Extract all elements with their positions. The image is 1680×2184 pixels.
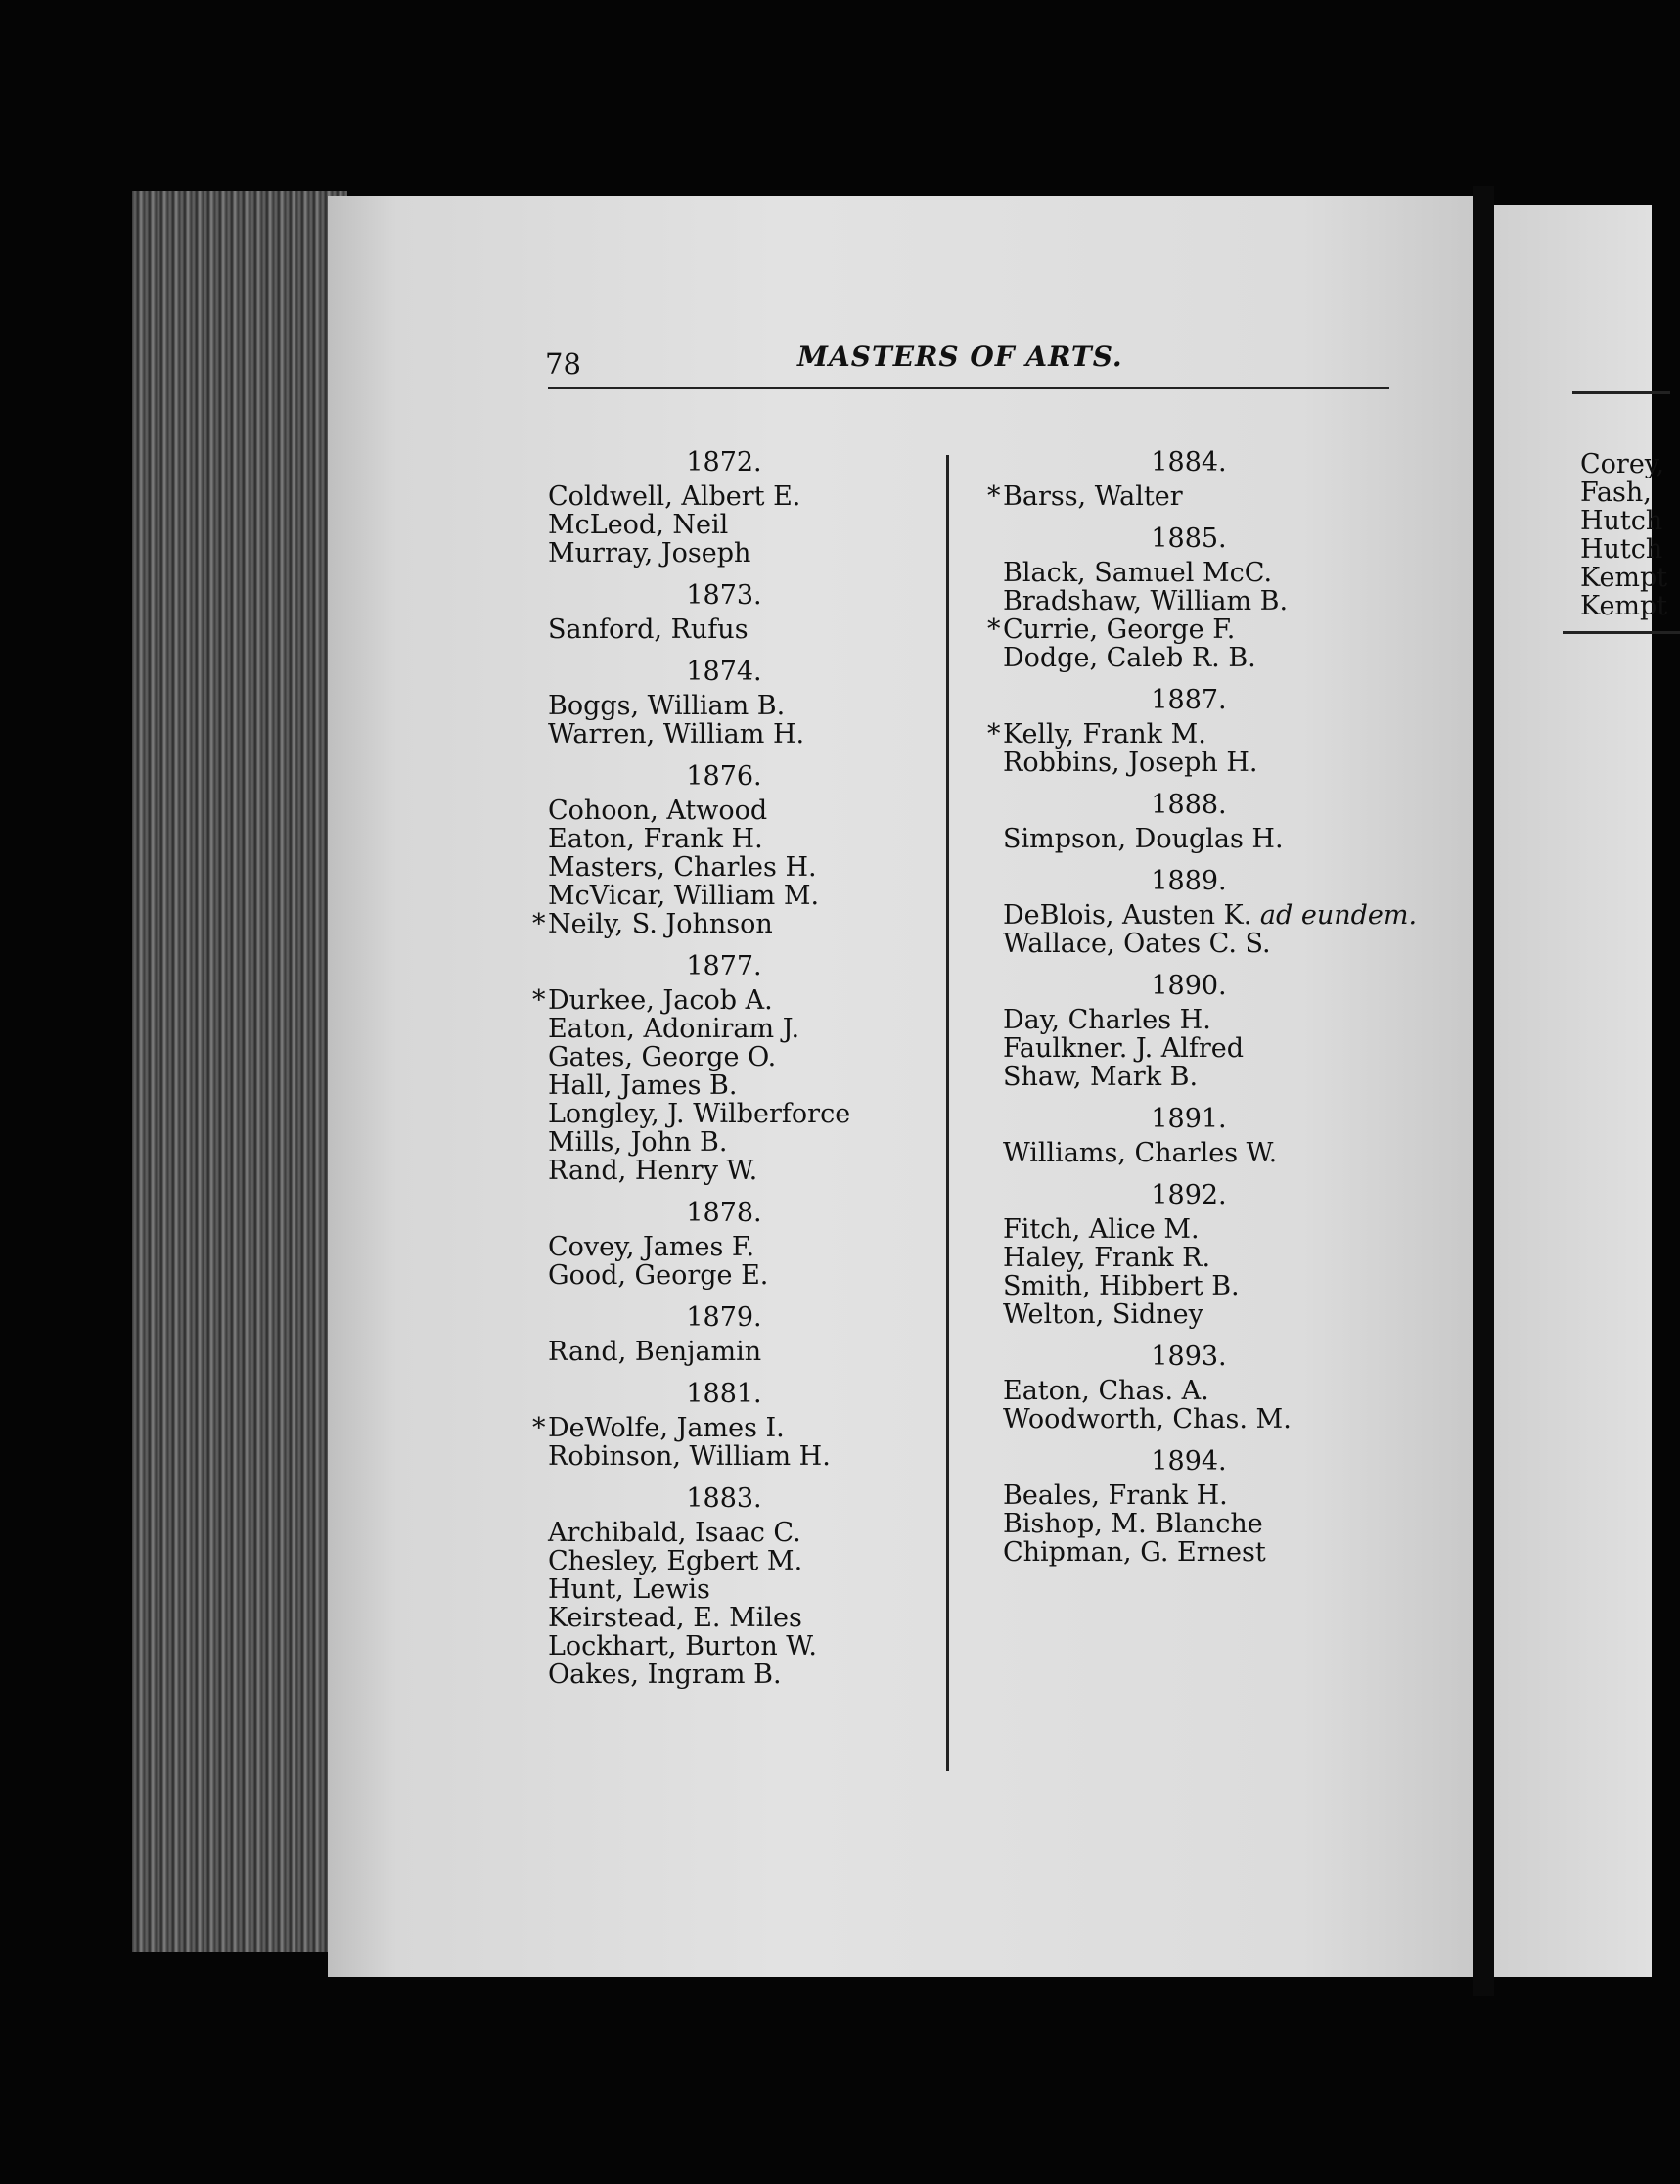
- graduate-name: Chesley, Egbert M.: [548, 1546, 803, 1576]
- column-divider: [946, 455, 949, 1771]
- graduate-name-text: DeWolfe, James I.: [548, 1413, 785, 1443]
- graduate-name: McVicar, William M.: [548, 881, 820, 911]
- graduate-name: Robinson, William H.: [548, 1441, 831, 1472]
- page-number: 78: [545, 347, 581, 381]
- graduate-name: Sanford, Rufus: [548, 614, 749, 645]
- year-block: [1003, 972, 1414, 1091]
- graduate-name: Hunt, Lewis: [548, 1574, 710, 1605]
- year-block: [1003, 1181, 1414, 1329]
- ad-eundem-note: ad eundem.: [1251, 900, 1418, 931]
- graduate-name: Williams, Charles W.: [1003, 1138, 1278, 1168]
- year-block: [1003, 866, 1418, 959]
- year-heading: 1879.: [686, 1302, 762, 1333]
- graduate-name: Archibald, Isaac C.: [548, 1518, 801, 1548]
- year-block: [548, 1303, 939, 1366]
- year-block: [548, 1484, 939, 1689]
- graduate-name: Good, George E.: [548, 1260, 769, 1291]
- graduate-name: [987, 719, 1414, 750]
- year-block: [1003, 1447, 1414, 1567]
- year-block: [1003, 1105, 1414, 1167]
- graduate-name: [532, 1413, 939, 1443]
- year-heading: 1894.: [1151, 1446, 1227, 1477]
- graduate-name: [532, 909, 939, 939]
- graduate-name: Faulkner. J. Alfred: [1003, 1033, 1245, 1064]
- graduate-name: Murray, Joseph: [548, 538, 751, 569]
- year-heading: 1891.: [1151, 1104, 1227, 1134]
- year-block: [532, 1379, 939, 1472]
- facing-page: [1494, 205, 1668, 1977]
- graduate-name: Beales, Frank H.: [1003, 1480, 1228, 1511]
- graduate-name: Welton, Sidney: [1003, 1299, 1203, 1330]
- graduate-name-text: Neily, S. Johnson: [548, 909, 773, 939]
- year-heading: 1887.: [1151, 685, 1227, 715]
- year-heading: 1872.: [686, 447, 762, 478]
- facing-rule: [1563, 631, 1680, 634]
- year-block: [532, 951, 939, 1186]
- graduate-name: Haley, Frank R.: [1003, 1243, 1211, 1273]
- asterisk-mark: *: [987, 614, 1001, 645]
- graduate-name: Simpson, Douglas H.: [1003, 824, 1284, 854]
- graduate-name: Keirstead, E. Miles: [548, 1603, 802, 1633]
- graduate-name: Oakes, Ingram B.: [548, 1660, 782, 1690]
- year-heading: 1893.: [1151, 1342, 1227, 1372]
- graduate-name: [987, 481, 1414, 512]
- graduate-name: [532, 985, 939, 1016]
- graduate-name: DeBlois, Austen K. ad eundem.: [1003, 900, 1418, 931]
- year-heading: 1877.: [686, 951, 762, 981]
- graduate-name: Coldwell, Albert E.: [548, 481, 801, 512]
- graduate-name: Hall, James B.: [548, 1070, 738, 1101]
- graduate-name: Cohoon, Atwood: [548, 796, 768, 826]
- running-head: MASTERS OF ARTS.: [797, 341, 1123, 373]
- year-heading: 1873.: [686, 580, 762, 611]
- facing-name-fragment: Corey,: [1580, 449, 1665, 479]
- year-heading: 1876.: [686, 761, 762, 792]
- facing-name-fragment: Hutch: [1580, 506, 1663, 536]
- facing-name-fragment: Kempt: [1580, 591, 1668, 621]
- year-heading: 1890.: [1151, 971, 1227, 1001]
- year-heading: 1878.: [686, 1198, 762, 1228]
- graduate-name: Covey, James F.: [548, 1232, 755, 1262]
- book-gutter: [1473, 186, 1494, 1996]
- asterisk-mark: *: [532, 985, 546, 1016]
- asterisk-mark: *: [987, 481, 1001, 512]
- graduate-name: Lockhart, Burton W.: [548, 1631, 817, 1661]
- graduate-name: Fitch, Alice M.: [1003, 1214, 1200, 1245]
- year-block: [548, 1199, 939, 1290]
- year-heading: 1888.: [1151, 790, 1227, 820]
- asterisk-mark: *: [987, 719, 1001, 750]
- graduate-name: Warren, William H.: [548, 719, 805, 750]
- year-block: [548, 658, 939, 749]
- year-heading: 1884.: [1151, 447, 1227, 478]
- graduate-name: [987, 614, 1414, 645]
- header-rule: [548, 387, 1389, 389]
- year-block: [548, 581, 939, 644]
- year-heading: 1874.: [686, 657, 762, 687]
- graduate-name-text: Currie, George F.: [1003, 614, 1236, 645]
- graduate-name: Smith, Hibbert B.: [1003, 1271, 1240, 1301]
- year-heading: 1881.: [686, 1379, 762, 1409]
- graduate-name: Robbins, Joseph H.: [1003, 748, 1258, 778]
- graduate-name: Rand, Henry W.: [548, 1156, 758, 1186]
- year-block: [987, 685, 1414, 778]
- year-block: [1003, 1342, 1414, 1433]
- book-page: [328, 196, 1473, 1977]
- year-block: [987, 523, 1414, 673]
- graduate-name: Day, Charles H.: [1003, 1005, 1211, 1035]
- graduate-name: Eaton, Chas. A.: [1003, 1376, 1209, 1406]
- graduate-name: Mills, John B.: [548, 1127, 728, 1158]
- graduate-name-text: Durkee, Jacob A.: [548, 985, 773, 1016]
- facing-name-fragment: Fash,: [1580, 478, 1652, 508]
- year-block: [532, 761, 939, 939]
- graduate-name: Black, Samuel McC.: [1003, 558, 1273, 588]
- year-heading: 1889.: [1151, 866, 1227, 896]
- right-column: [987, 447, 1418, 1580]
- year-heading: 1892.: [1151, 1180, 1227, 1210]
- graduate-name: Longley, J. Wilberforce: [548, 1099, 851, 1129]
- graduate-name: Boggs, William B.: [548, 691, 786, 721]
- graduate-name: Dodge, Caleb R. B.: [1003, 643, 1256, 673]
- facing-header-rule: [1572, 391, 1670, 394]
- graduate-name-text: Barss, Walter: [1003, 481, 1183, 512]
- graduate-name: Shaw, Mark B.: [1003, 1062, 1199, 1092]
- graduate-name: Wallace, Oates C. S.: [1003, 929, 1271, 959]
- asterisk-mark: *: [532, 909, 546, 939]
- graduate-name: Gates, George O.: [548, 1042, 777, 1072]
- graduate-name: Rand, Benjamin: [548, 1337, 762, 1367]
- graduate-name: McLeod, Neil: [548, 510, 729, 540]
- graduate-name: Bishop, M. Blanche: [1003, 1509, 1263, 1539]
- facing-name-fragment: Kempt: [1580, 563, 1668, 593]
- page-edges: [132, 191, 347, 1952]
- graduate-name: Bradshaw, William B.: [1003, 586, 1289, 616]
- graduate-name: Masters, Charles H.: [548, 852, 817, 883]
- graduate-name: Eaton, Frank H.: [548, 824, 763, 854]
- year-heading: 1883.: [686, 1483, 762, 1514]
- graduate-name: Eaton, Adoniram J.: [548, 1014, 800, 1044]
- year-block: [987, 447, 1414, 512]
- year-block: [548, 448, 939, 568]
- graduate-name-text: Kelly, Frank M.: [1003, 719, 1206, 750]
- graduate-name: Chipman, G. Ernest: [1003, 1537, 1266, 1568]
- facing-name-fragment: Hutch: [1580, 534, 1663, 565]
- asterisk-mark: *: [532, 1413, 546, 1443]
- graduate-name: Woodworth, Chas. M.: [1003, 1404, 1292, 1434]
- year-heading: 1885.: [1151, 523, 1227, 554]
- year-block: [1003, 791, 1414, 853]
- facing-page-names: [1580, 450, 1667, 620]
- left-column: [532, 447, 939, 1703]
